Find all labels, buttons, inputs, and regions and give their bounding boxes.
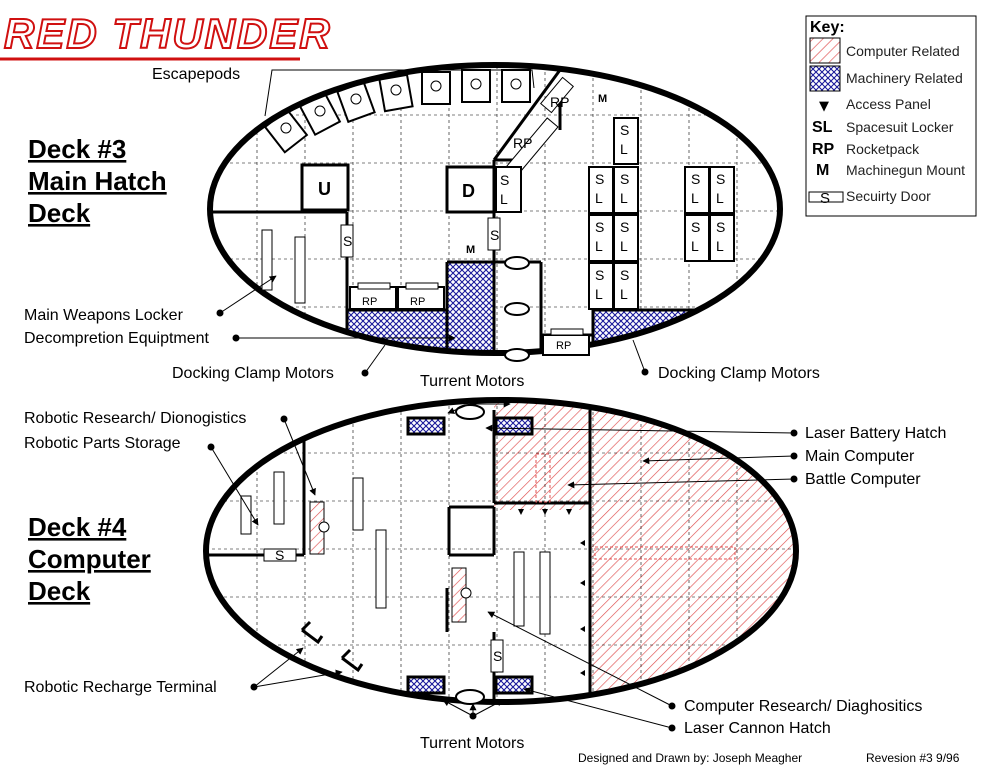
escape-pod-icon bbox=[502, 70, 530, 102]
deck-4-title-line1: Deck #4 bbox=[28, 512, 127, 542]
parts-shelf bbox=[241, 496, 251, 534]
svg-text:L: L bbox=[595, 286, 603, 302]
diagram-title: RED THUNDER bbox=[4, 10, 332, 57]
workbench bbox=[376, 530, 386, 608]
main-computer-label: Main Computer bbox=[805, 448, 915, 465]
legend bbox=[806, 16, 976, 216]
access-panels bbox=[518, 509, 585, 676]
chair-icon bbox=[319, 522, 329, 532]
svg-text:L: L bbox=[620, 238, 628, 254]
deck-4-title-line3: Deck bbox=[28, 576, 91, 606]
revision-text: Revesion #3 9/96 bbox=[866, 751, 960, 765]
rp-label: RP bbox=[410, 296, 426, 308]
clamp-motor-area bbox=[447, 262, 494, 357]
svg-text:L: L bbox=[691, 238, 699, 254]
computer-rack bbox=[514, 552, 524, 626]
legend-access-label: Access Panel bbox=[846, 96, 931, 112]
legend-sl-label: Spacesuit Locker bbox=[846, 119, 954, 135]
turret-motor-icon bbox=[505, 303, 529, 315]
rp-label: RP bbox=[362, 296, 378, 308]
recharge-terminal-icon bbox=[302, 622, 322, 642]
spacesuit-locker-bank bbox=[589, 118, 734, 309]
turret-top-label: Turrent Motors bbox=[420, 373, 525, 390]
deck-4-plan bbox=[200, 400, 810, 710]
legend-door-label: Secuirty Door bbox=[846, 188, 931, 204]
svg-text:S: S bbox=[620, 267, 630, 283]
leader-line bbox=[254, 672, 342, 687]
chair-icon bbox=[461, 588, 471, 598]
leader-line bbox=[254, 648, 303, 687]
access-panel-icon: ▼ bbox=[819, 99, 829, 114]
recharge-terminal-icon bbox=[342, 650, 362, 670]
deck-3-title-line2: Main Hatch bbox=[28, 166, 167, 196]
svg-text:S: S bbox=[595, 171, 605, 187]
legend-heading: Key: bbox=[810, 19, 845, 36]
decomp-label: Decompretion Equiptment bbox=[24, 330, 209, 347]
security-door-label: S bbox=[490, 227, 500, 243]
laser-battery-label: Laser Battery Hatch bbox=[805, 425, 947, 442]
deck-3-title-line1: Deck #3 bbox=[28, 134, 127, 164]
battle-computer-label: Battle Computer bbox=[805, 471, 921, 488]
rp-label: RP bbox=[556, 340, 572, 352]
escape-pod-icon bbox=[265, 110, 307, 152]
legend-sl-symbol: SL bbox=[812, 119, 833, 136]
rocketpack-bay-top bbox=[406, 283, 438, 289]
rp-label: RP bbox=[550, 94, 570, 110]
leader-line bbox=[633, 340, 645, 372]
svg-text:S: S bbox=[716, 219, 726, 235]
svg-text:L: L bbox=[716, 190, 724, 206]
svg-text:L: L bbox=[620, 286, 628, 302]
escape-pod-icon bbox=[462, 70, 490, 102]
security-door-label: S bbox=[275, 547, 285, 563]
turret-hatch bbox=[496, 418, 532, 434]
rp-label: RP bbox=[513, 135, 533, 151]
legend-machinery-label: Machinery Related bbox=[846, 70, 963, 86]
svg-text:S: S bbox=[691, 219, 701, 235]
turret-bottom-label: Turrent Motors bbox=[420, 735, 525, 752]
elevator-down-label: D bbox=[462, 181, 475, 201]
weapons-locker bbox=[262, 230, 272, 290]
svg-text:S: S bbox=[620, 122, 630, 138]
legend-rp-symbol: RP bbox=[812, 141, 835, 158]
parts-shelf bbox=[274, 472, 284, 524]
clamp-left-label: Docking Clamp Motors bbox=[172, 365, 334, 382]
rocketpack-bay-top bbox=[358, 283, 390, 289]
machinegun-label: M bbox=[598, 93, 608, 105]
leader-line bbox=[284, 419, 315, 495]
svg-text:L: L bbox=[620, 141, 628, 157]
escapepods-label: Escapepods bbox=[152, 66, 241, 83]
sl-text: L bbox=[500, 191, 508, 207]
svg-text:S: S bbox=[716, 171, 726, 187]
recharge-label: Robotic Recharge Terminal bbox=[24, 679, 217, 696]
svg-text:L: L bbox=[716, 238, 724, 254]
weapons-locker-label: Main Weapons Locker bbox=[24, 307, 183, 324]
escape-pod-icon bbox=[422, 72, 450, 104]
svg-text:L: L bbox=[620, 190, 628, 206]
deck-3-title-line3: Deck bbox=[28, 198, 91, 228]
svg-text:L: L bbox=[691, 190, 699, 206]
turret-motor-icon bbox=[456, 690, 484, 704]
sl-text: S bbox=[500, 172, 510, 188]
turret-hatch bbox=[408, 677, 444, 693]
clamp-right-label: Docking Clamp Motors bbox=[658, 365, 820, 382]
deck-3-plan bbox=[200, 60, 790, 362]
credit-text: Designed and Drawn by: Joseph Meagher bbox=[578, 751, 803, 765]
weapons-locker bbox=[295, 237, 305, 303]
elevator-up-label: U bbox=[318, 179, 331, 199]
turret-motor-icon bbox=[456, 405, 484, 419]
svg-text:L: L bbox=[595, 190, 603, 206]
turret-motor-icon bbox=[505, 257, 529, 269]
legend-rp-label: Rocketpack bbox=[846, 141, 920, 157]
machinegun-label: M bbox=[466, 244, 476, 256]
legend-computer-label: Computer Related bbox=[846, 43, 960, 59]
rocketpack-bay-top bbox=[551, 329, 583, 335]
svg-text:S: S bbox=[620, 219, 630, 235]
security-door-icon: S bbox=[820, 190, 831, 207]
svg-text:S: S bbox=[595, 219, 605, 235]
deck-4-title-line2: Computer bbox=[28, 544, 151, 574]
svg-text:S: S bbox=[595, 267, 605, 283]
turret-hatch bbox=[496, 677, 532, 693]
leader-line bbox=[365, 345, 385, 373]
workbench bbox=[353, 478, 363, 530]
computer-rack bbox=[540, 552, 550, 634]
svg-text:L: L bbox=[595, 238, 603, 254]
escape-pod-icon bbox=[379, 75, 412, 111]
turret-motor-icon bbox=[505, 349, 529, 361]
turret-hatch bbox=[408, 418, 444, 434]
laser-cannon-label: Laser Cannon Hatch bbox=[684, 720, 831, 737]
computer-research-label: Computer Research/ Diaghositics bbox=[684, 698, 923, 715]
legend-m-symbol: M bbox=[816, 162, 830, 179]
security-door-label: S bbox=[493, 648, 503, 664]
legend-m-label: Machinegun Mount bbox=[846, 162, 966, 178]
security-door-label: S bbox=[343, 233, 353, 249]
robotic-research-label: Robotic Research/ Dionogistics bbox=[24, 410, 247, 427]
svg-text:S: S bbox=[691, 171, 701, 187]
svg-text:S: S bbox=[620, 171, 630, 187]
robotic-parts-label: Robotic Parts Storage bbox=[24, 435, 181, 452]
